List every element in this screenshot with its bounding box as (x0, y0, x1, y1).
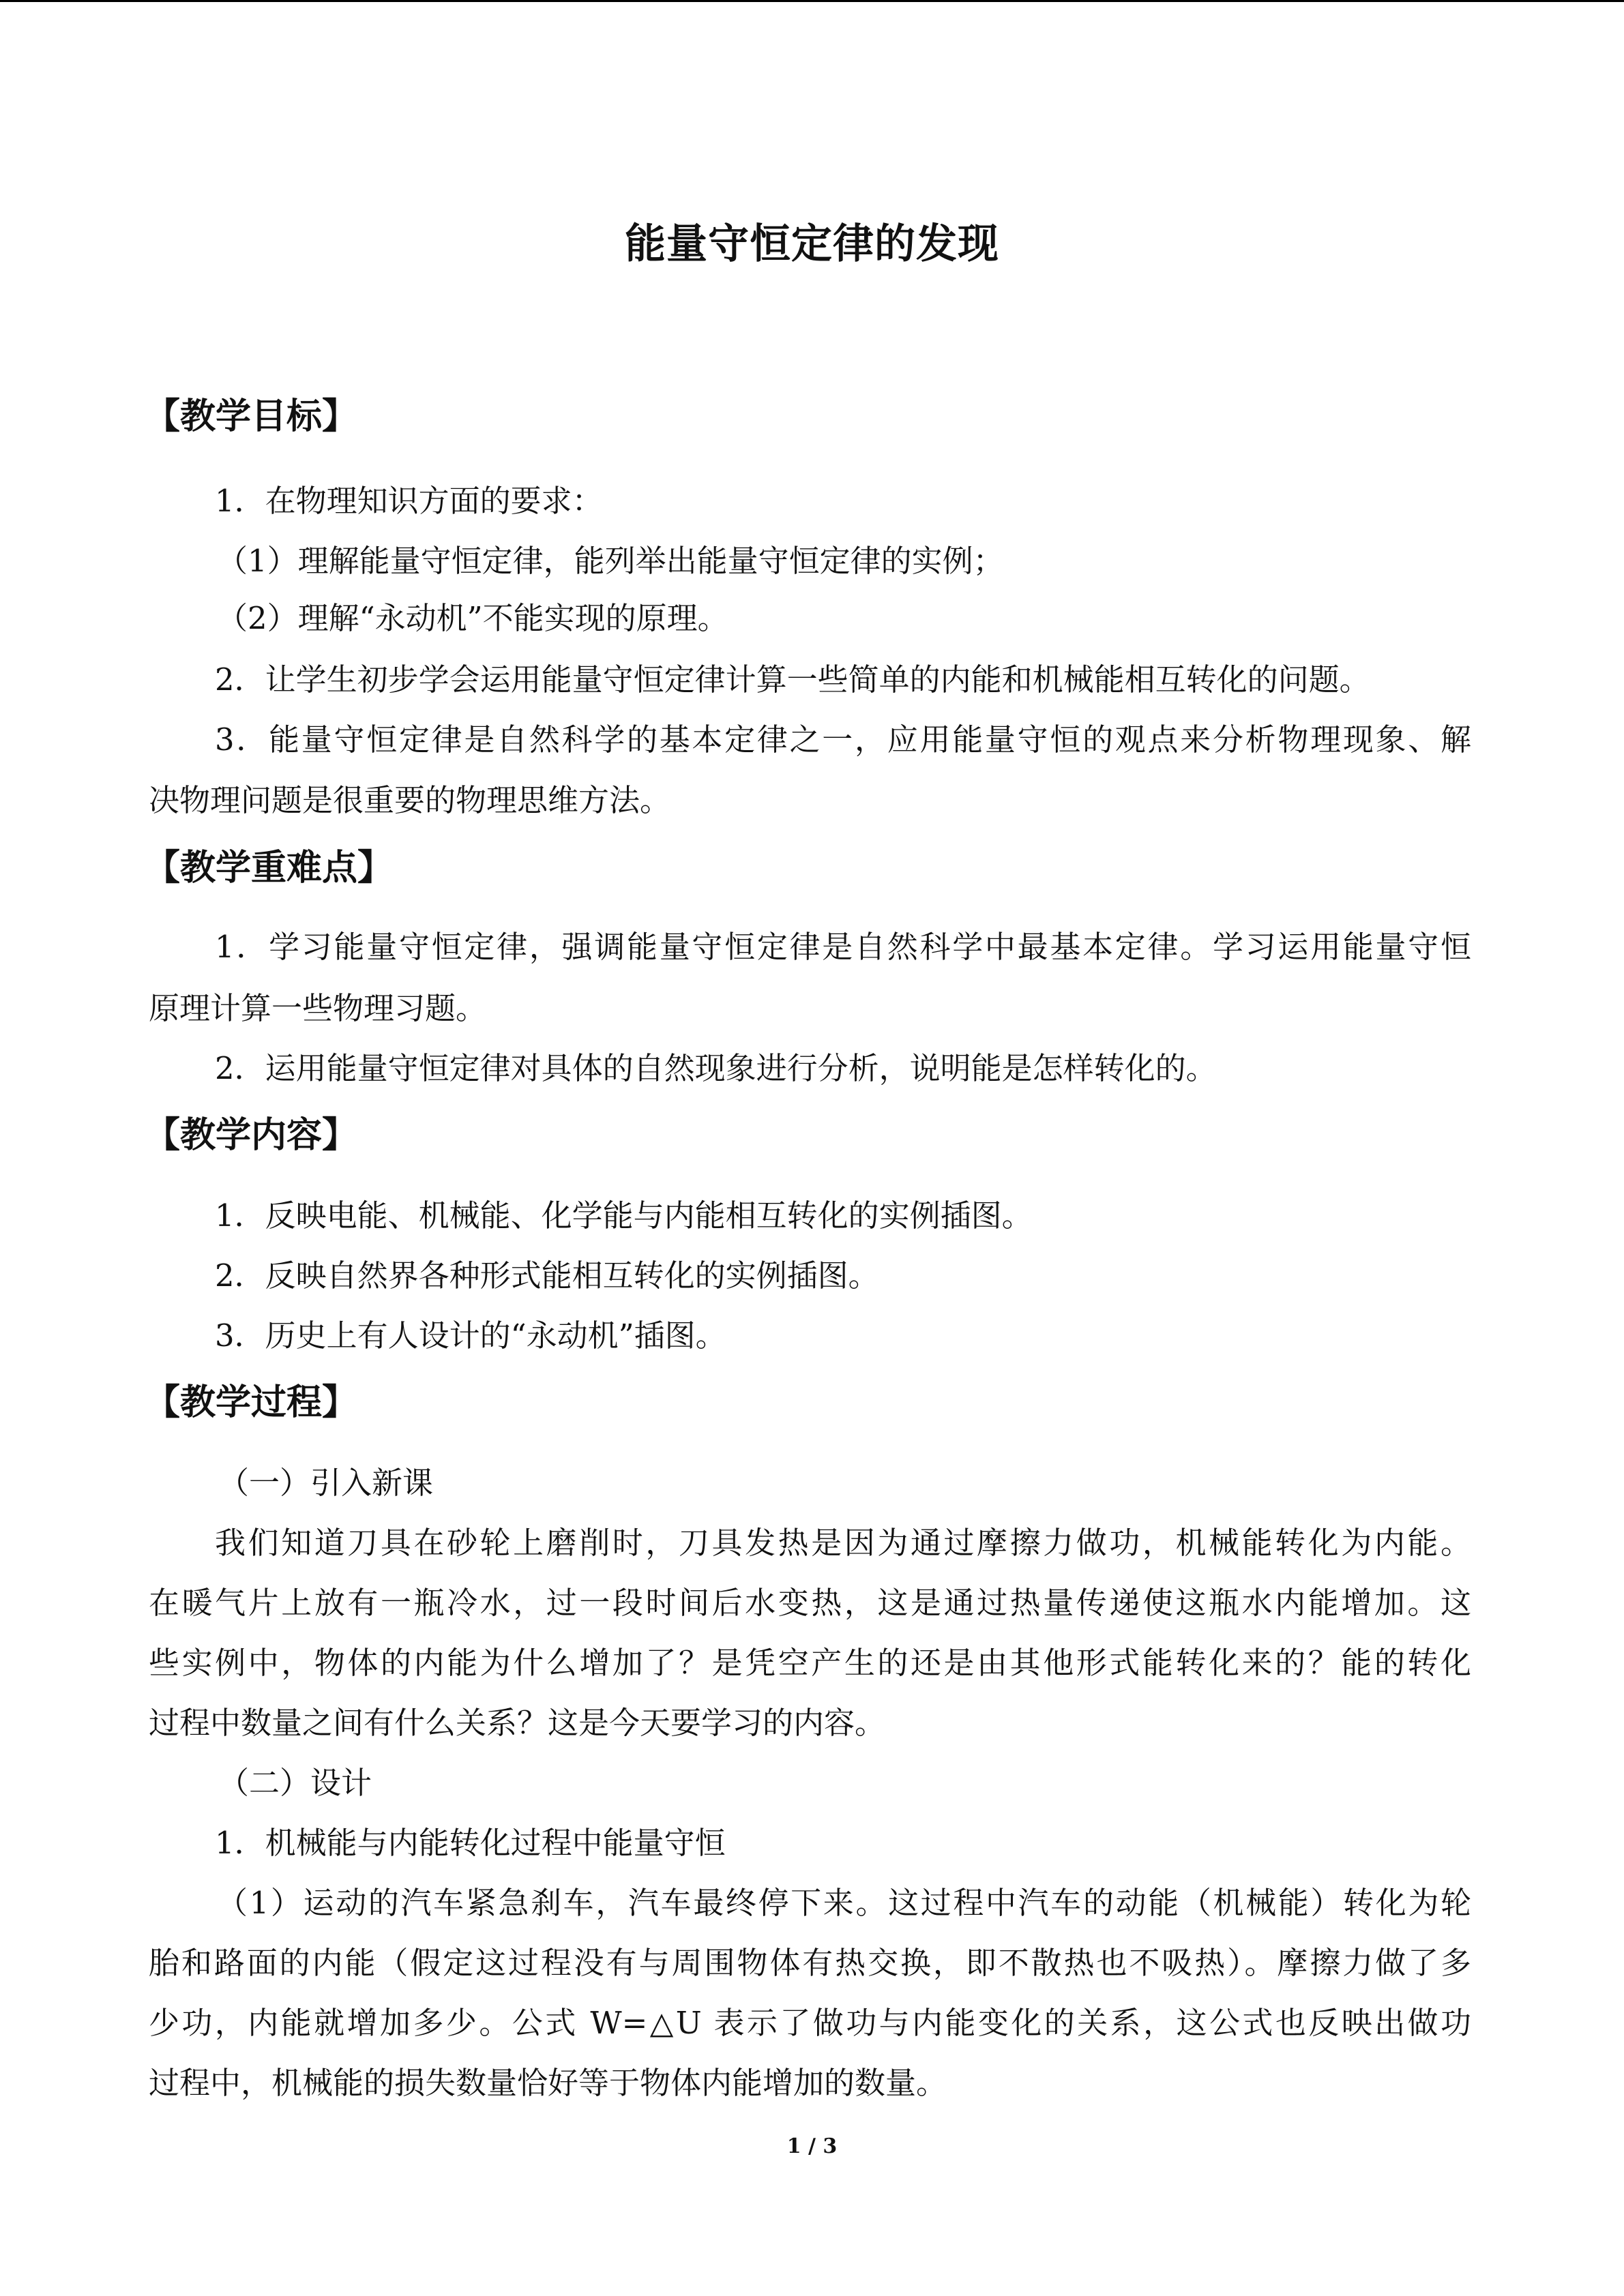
section-heading-key-points: 【教学重难点】 (145, 847, 394, 889)
section-heading-objectives: 【教学目标】 (145, 396, 358, 437)
paragraph-line: 1．机械能与内能转化过程中能量守恒 (215, 1825, 726, 1861)
paragraph-line: 2．让学生初步学会运用能量守恒定律计算一些简单的内能和机械能相互转化的问题。 (215, 661, 1370, 698)
paragraph-line: （1）理解能量守恒定律，能列举出能量守恒定律的实例； (217, 543, 1004, 579)
paragraph-line: 3．历史上有人设计的“永动机”插图。 (215, 1317, 726, 1354)
paragraph-line: 些实例中，物体的内能为什么增加了？是凭空产生的还是由其他形式能转化来的？能的转化 (149, 1645, 1471, 1681)
section-heading-content: 【教学内容】 (145, 1114, 358, 1156)
paragraph-line: 过程中数量之间有什么关系？这是今天要学习的内容。 (149, 1705, 886, 1741)
paragraph-line: 1．在物理知识方面的要求： (215, 483, 603, 519)
paragraph-line: 3．能量守恒定律是自然科学的基本定律之一，应用能量守恒的观点来分析物理现象、解 (215, 721, 1471, 758)
paragraph-line: 2．运用能量守恒定律对具体的自然现象进行分析，说明能是怎样转化的。 (215, 1050, 1217, 1086)
paragraph-line: 1．学习能量守恒定律，强调能量守恒定律是自然科学中最基本定律。学习运用能量守恒 (215, 929, 1471, 965)
paragraph-line: 决物理问题是很重要的物理思维方法。 (149, 782, 671, 818)
paragraph-line: （一）引入新课 (218, 1465, 434, 1501)
document-title: 能量守恒定律的发现 (625, 220, 999, 268)
paragraph-line: 原理计算一些物理习题。 (149, 990, 487, 1026)
paragraph-line: （二）设计 (218, 1765, 372, 1801)
paragraph-line: （2）理解“永动机”不能实现的原理。 (217, 600, 728, 636)
paragraph-line: 在暖气片上放有一瓶冷水，过一段时间后水变热，这是通过热量传递使这瓶水内能增加。这 (149, 1585, 1471, 1621)
paragraph-line: 过程中，机械能的损失数量恰好等于物体内能增加的数量。 (149, 2065, 947, 2101)
paragraph-line: （1）运动的汽车紧急刹车，汽车最终停下来。这过程中汽车的动能（机械能）转化为轮 (217, 1885, 1471, 1921)
section-heading-process: 【教学过程】 (145, 1382, 358, 1423)
paragraph-line: 2．反映自然界各种形式能相互转化的实例插图。 (215, 1257, 879, 1294)
paragraph-line: 胎和路面的内能（假定这过程没有与周围物体有热交换，即不散热也不吸热）。摩擦力做了多 (149, 1945, 1471, 1981)
page-number: 1 / 3 (786, 2134, 838, 2158)
paragraph-line: 少功，内能就增加多少。公式 W=△U 表示了做功与内能变化的关系，这公式也反映出做功 (149, 2005, 1471, 2041)
paragraph-line: 我们知道刀具在砂轮上磨削时，刀具发热是因为通过摩擦力做功，机械能转化为内能。 (215, 1525, 1471, 1561)
paragraph-line: 1．反映电能、机械能、化学能与内能相互转化的实例插图。 (215, 1197, 1033, 1234)
